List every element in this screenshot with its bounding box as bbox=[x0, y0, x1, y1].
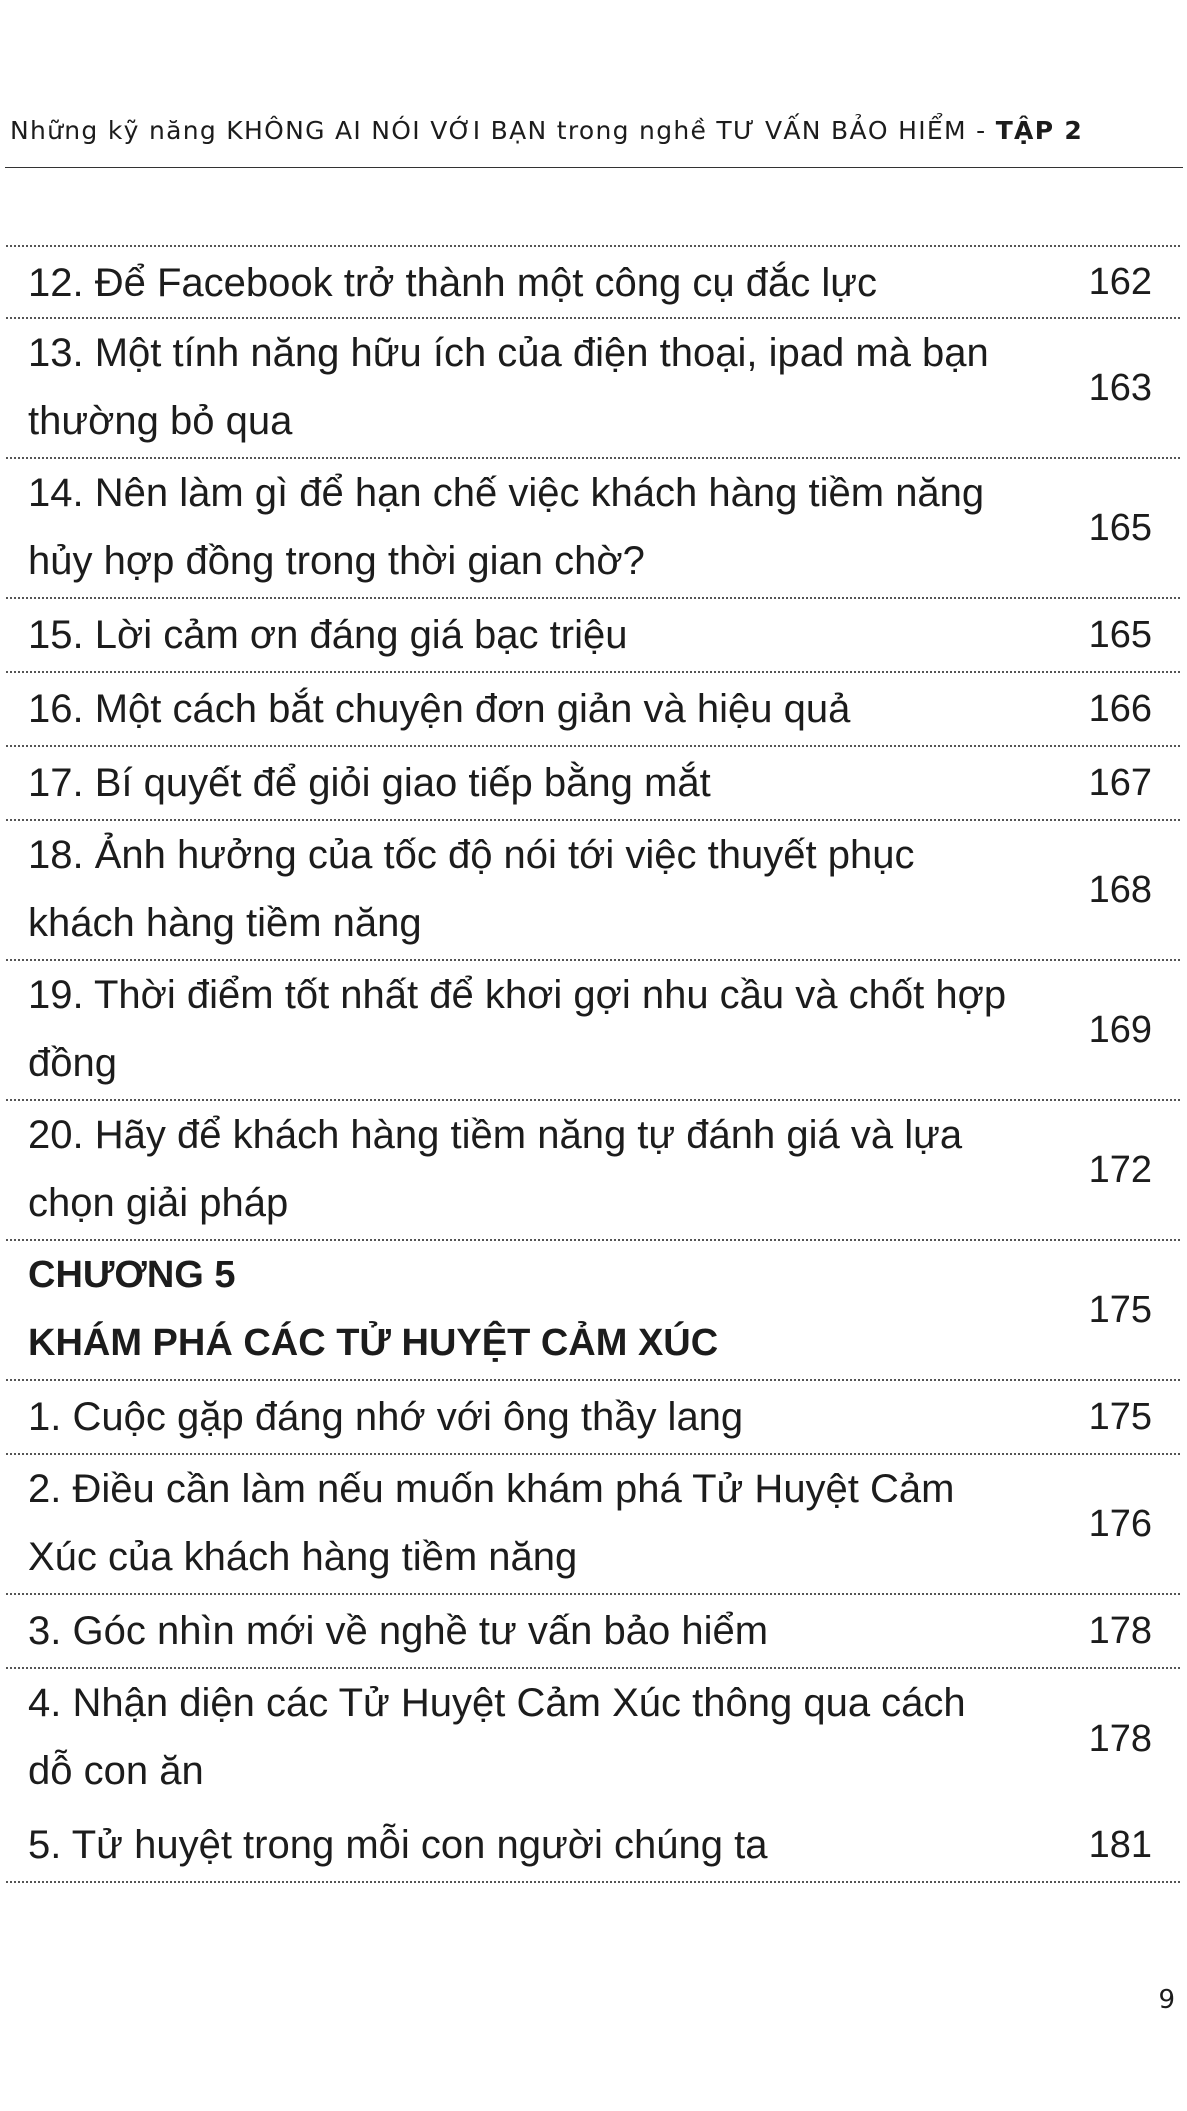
toc-entry-page: 178 bbox=[1088, 1717, 1152, 1760]
toc-entry[interactable] bbox=[6, 961, 1180, 1101]
toc-entry-title: 17. Bí quyết để giỏi giao tiếp bằng mắt bbox=[28, 761, 711, 805]
toc-entry-page: 166 bbox=[1088, 687, 1152, 730]
toc-entry-page: 165 bbox=[1088, 613, 1152, 656]
toc-entry-title: 12. Để Facebook trở thành một công cụ đắc lực bbox=[28, 261, 878, 305]
toc-entry[interactable] bbox=[6, 747, 1180, 821]
chapter-heading: CHƯƠNG 5 KHÁM PHÁ CÁC TỬ HUYỆT CẢM XÚC bbox=[28, 1254, 719, 1364]
toc-entry-title: 20. Hãy để khách hàng tiềm năng tự đánh giá và lựa chọn giải pháp bbox=[28, 1113, 963, 1225]
toc-entry-page: 181 bbox=[1088, 1823, 1152, 1866]
toc-entry-title: 13. Một tính năng hữu ích của điện thoại, ipad mà bạn thường bỏ qua bbox=[28, 331, 989, 443]
toc-entry-page: 175 bbox=[1088, 1288, 1152, 1331]
toc-entry-title: 1. Cuộc gặp đáng nhớ với ông thầy lang bbox=[28, 1395, 744, 1439]
toc-entry-page: 178 bbox=[1088, 1609, 1152, 1652]
running-header bbox=[10, 116, 1182, 145]
toc-entry-page: 169 bbox=[1088, 1008, 1152, 1051]
toc-entry[interactable] bbox=[6, 245, 1180, 319]
toc-entry[interactable] bbox=[6, 1381, 1180, 1455]
header-divider bbox=[5, 167, 1183, 168]
toc-entry-title: 16. Một cách bắt chuyện đơn giản và hiệu quả bbox=[28, 687, 851, 731]
volume-label: TẬP 2 bbox=[995, 116, 1084, 145]
toc-entry-page: 176 bbox=[1088, 1502, 1152, 1545]
toc-entry-page: 168 bbox=[1088, 868, 1152, 911]
toc-entry[interactable] bbox=[6, 1809, 1180, 1883]
toc-entry-title: 15. Lời cảm ơn đáng giá bạc triệu bbox=[28, 613, 628, 657]
toc-entry-title: 4. Nhận diện các Tử Huyệt Cảm Xúc thông qua cách dỗ con ăn bbox=[28, 1681, 966, 1793]
page-number: 9 bbox=[1158, 1985, 1175, 2015]
toc-entry-page: 163 bbox=[1088, 366, 1152, 409]
toc-entry-page: 175 bbox=[1088, 1395, 1152, 1438]
toc-entry-page: 162 bbox=[1088, 260, 1152, 303]
toc-entry[interactable] bbox=[6, 821, 1180, 961]
toc-entry-title: 19. Thời điểm tốt nhất để khơi gợi nhu cầu và chốt hợp đồng bbox=[28, 973, 1007, 1085]
toc-entry[interactable] bbox=[6, 1101, 1180, 1241]
toc-entry[interactable] bbox=[6, 599, 1180, 673]
toc-chapter-entry[interactable] bbox=[6, 1241, 1180, 1381]
toc-entry[interactable] bbox=[6, 319, 1180, 459]
toc-entry-page: 172 bbox=[1088, 1148, 1152, 1191]
toc-entry-title: 5. Tử huyệt trong mỗi con người chúng ta bbox=[28, 1823, 768, 1867]
table-of-contents bbox=[6, 245, 1180, 1883]
toc-entry-title: 18. Ảnh hưởng của tốc độ nói tới việc thuyết phục khách hàng tiềm năng bbox=[28, 833, 915, 945]
toc-entry-title: 3. Góc nhìn mới về nghề tư vấn bảo hiểm bbox=[28, 1609, 769, 1653]
toc-entry[interactable] bbox=[6, 1595, 1180, 1669]
toc-entry-title: 2. Điều cần làm nếu muốn khám phá Tử Huyệt Cảm Xúc của khách hàng tiềm năng bbox=[28, 1467, 955, 1579]
toc-entry-page: 167 bbox=[1088, 761, 1152, 804]
toc-entry[interactable] bbox=[6, 459, 1180, 599]
toc-entry-page: 165 bbox=[1088, 506, 1152, 549]
toc-entry[interactable] bbox=[6, 1669, 1180, 1809]
toc-entry[interactable] bbox=[6, 673, 1180, 747]
running-header-title: Những kỹ năng KHÔNG AI NÓI VỚI BẠN trong nghề TƯ VẤN BẢO HIỂM - bbox=[10, 116, 996, 145]
toc-entry-title: 14. Nên làm gì để hạn chế việc khách hàng tiềm năng hủy hợp đồng trong thời gian chờ? bbox=[28, 471, 985, 583]
toc-entry[interactable] bbox=[6, 1455, 1180, 1595]
